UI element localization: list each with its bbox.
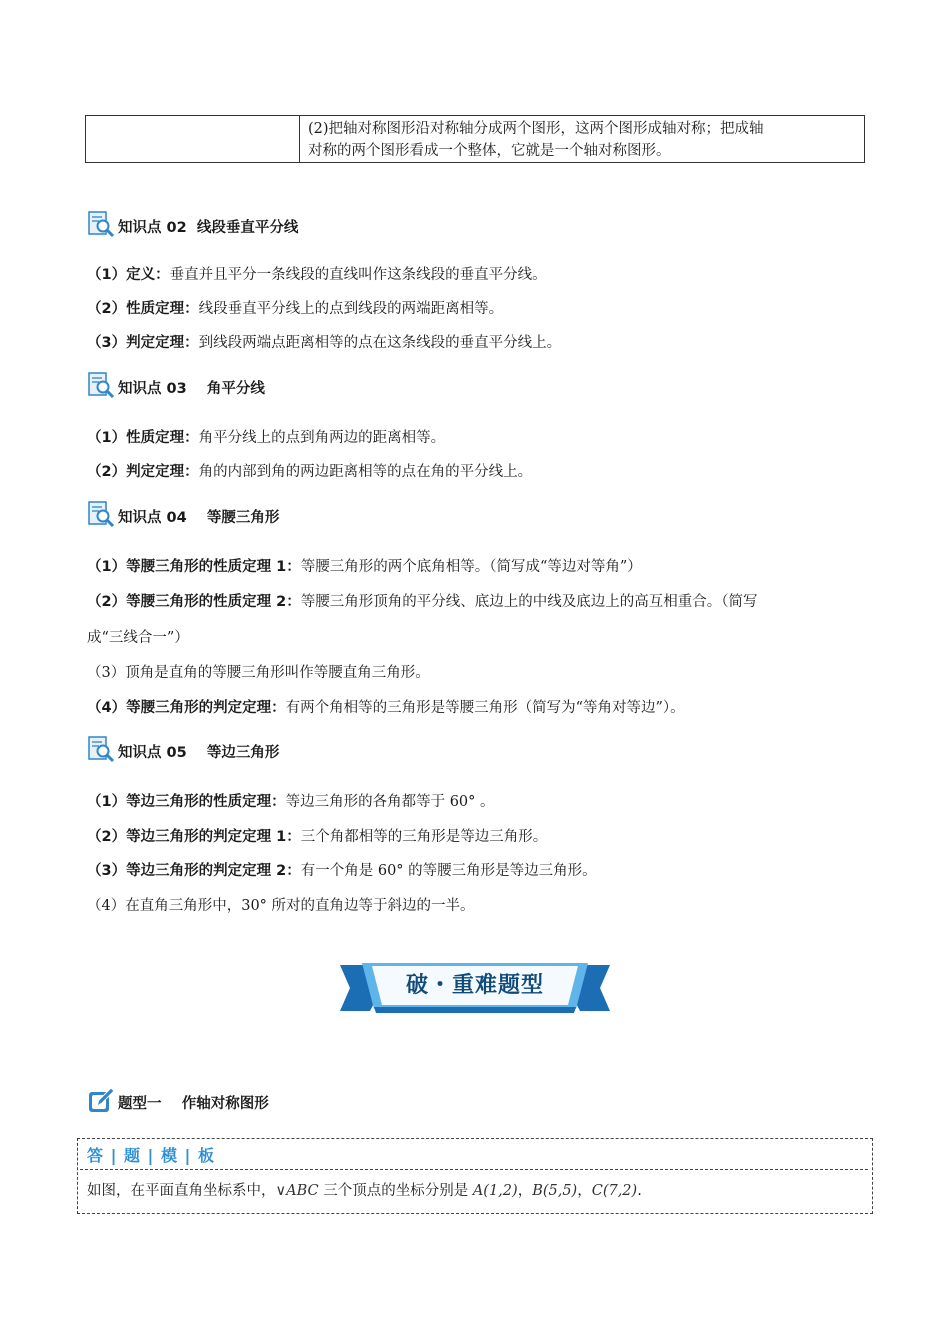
triangle-abc: ∨ABC (275, 1183, 319, 1199)
table-line-2: 对称的两个图形看成一个整体，它就是一个轴对称图形。 (308, 143, 671, 159)
kp03-title: 知识点 03 角平分线 (118, 381, 265, 397)
magnifier-document-icon (87, 210, 115, 238)
kp03-heading (87, 367, 265, 399)
kp05-item-2: （2）等边三角形的判定定理 1：三个角都相等的三角形是等边三角形。 (87, 829, 548, 845)
table-left-cell (86, 116, 300, 162)
kp05-item-4: （4）在直角三角形中，30° 所对的直角边等于斜边的一半。 (87, 898, 475, 914)
section-banner (340, 961, 610, 1015)
kp05-item-3: （3）等边三角形的判定定理 2：有一个角是 60° 的等腰三角形是等边三角形。 (87, 863, 597, 879)
magnifier-document-icon (87, 735, 115, 763)
kp04-item-3: （3）顶角是直角的等腰三角形叫作等腰直角三角形。 (87, 665, 430, 681)
kp03-item-1: （1）性质定理：角平分线上的点到角两边的距离相等。 (87, 430, 446, 446)
answer-template-box (77, 1138, 873, 1214)
edit-pen-icon (87, 1086, 115, 1114)
magnifier-document-icon (87, 371, 115, 399)
kp05-item-1: （1）等边三角形的性质定理：等边三角形的各角都等于 60° 。 (87, 794, 495, 810)
kp04-heading (87, 496, 279, 528)
kp04-item-1: （1）等腰三角形的性质定理 1：等腰三角形的两个底角相等。（简写成“等边对等角”） (87, 559, 642, 575)
template-divider (80, 1169, 868, 1170)
kp03-item-2: （2）判定定理：角的内部到角的两边距离相等的点在角的平分线上。 (87, 464, 533, 480)
magnifier-document-icon (87, 500, 115, 528)
kp04-item-4: （4）等腰三角形的判定定理：有两个角相等的三角形是等腰三角形（简写为“等角对等边”）。 (87, 700, 685, 716)
kp02-heading (87, 206, 298, 238)
type1-heading (87, 1082, 269, 1114)
kp02-item-3: （3）判定定理：到线段两端点距离相等的点在这条线段的垂直平分线上。 (87, 335, 562, 351)
template-label: 答 | 题 | 模 | 板 (87, 1146, 215, 1165)
kp05-heading (87, 731, 279, 763)
point-a: A(1,2) (472, 1183, 518, 1199)
table-line-1: (2)把轴对称图形沿对称轴分成两个图形，这两个图形成轴对称；把成轴 (308, 121, 764, 137)
template-problem-text: 如图，在平面直角坐标系中，∨ABC 三个顶点的坐标分别是 A(1,2)，B(5,5)，C(7,2). (87, 1183, 642, 1199)
kp04-item-2: （2）等腰三角形的性质定理 2：等腰三角形顶角的平分线、底边上的中线及底边上的高互相重合。（简写 (87, 594, 758, 610)
kp02-title: 知识点 02 线段垂直平分线 (118, 220, 299, 236)
point-c: C(7,2) (591, 1183, 638, 1199)
banner-title: 破・重难题型 (405, 973, 544, 998)
definition-table (85, 115, 865, 163)
type1-title: 题型一 作轴对称图形 (118, 1096, 269, 1112)
table-right-cell (308, 118, 858, 162)
kp02-item-2: （2）性质定理：线段垂直平分线上的点到线段的两端距离相等。 (87, 301, 504, 317)
point-b: B(5,5) (532, 1183, 578, 1199)
kp04-item-2-cont: 成“三线合一”） (87, 630, 189, 646)
kp05-title: 知识点 05 等边三角形 (118, 745, 280, 761)
kp04-title: 知识点 04 等腰三角形 (118, 510, 280, 526)
kp02-item-1: （1）定义：垂直并且平分一条线段的直线叫作这条线段的垂直平分线。 (87, 267, 547, 283)
